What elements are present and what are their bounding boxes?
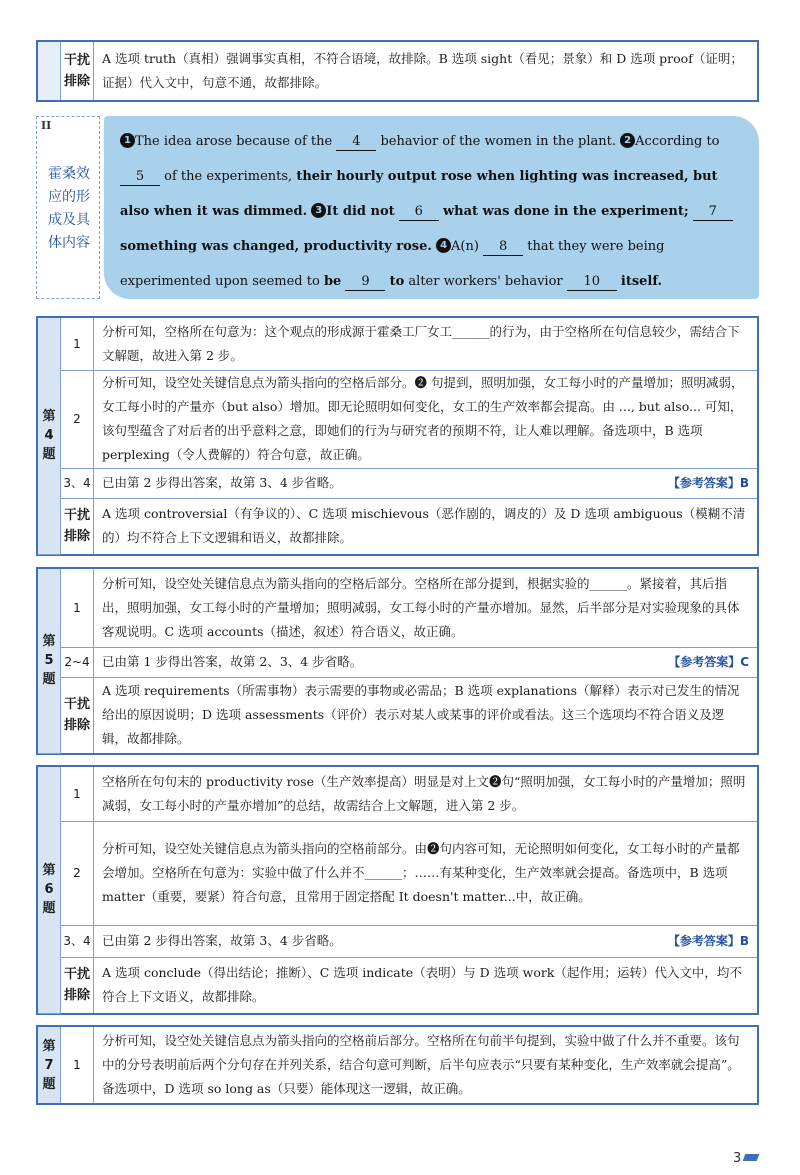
blank-4: 4 bbox=[336, 134, 376, 151]
graduation-cap-icon bbox=[743, 1154, 760, 1161]
question-7-block bbox=[36, 1025, 759, 1105]
section-ii bbox=[36, 116, 759, 299]
s4-bold-1: be bbox=[323, 274, 342, 289]
question-5-label: 第5题 bbox=[38, 569, 61, 753]
question-5-block bbox=[36, 567, 759, 755]
sentence-1-marker: 1 bbox=[120, 133, 135, 148]
passage-text bbox=[120, 124, 745, 299]
distractor-label: 干扰排除 bbox=[61, 677, 94, 753]
step-text: 已由第 2 步得出答案，故第 3、4 步省略。 bbox=[102, 933, 342, 948]
s4-bold-3: itself. bbox=[620, 274, 663, 289]
question-4-label: 第4题 bbox=[38, 318, 61, 554]
page-number-text: 3 bbox=[733, 1151, 742, 1166]
step-text: 分析可知，设空处关键信息点为箭头指向的空格后部分。❷ 句提到，照明加强，女工每小时的产量增加；照明减弱，女工每小时的产量亦（but also）增加。即无论照明如何变化，女工的生产效率都会提高。由 ..., but also... 可知，该句型蕴含了对后者的出乎意料之意，即她们的行为与研究者的预期不符，让人难以理解。备选项中，B 选项 perplexing（令人费解的）符合句意，故正确。 bbox=[94, 370, 758, 468]
reference-answer: 【参考答案】C bbox=[668, 655, 749, 669]
distractor-text: A 选项 controversial（有争议的）、C 选项 mischievous（恶作剧的，调皮的）及 D 选项 ambiguous（模糊不清的）均不符合上下文逻辑和语义，故都排除。 bbox=[94, 498, 758, 554]
distractor-label: 干扰排除 bbox=[61, 42, 94, 100]
step-number: 3、4 bbox=[61, 468, 94, 498]
blank-8: 8 bbox=[483, 239, 523, 256]
s2-part-a: According to bbox=[635, 134, 720, 149]
step-text: 分析可知，设空处关键信息点为箭头指向的空格后部分。空格所在部分提到，根据实验的______。紧接着，其后指出，照明加强，女工每小时的产量增加；照明减弱，女工每小时的产量亦增加。显然，后半部分是对实验现象的具体客观说明。C 选项 accounts（描述，叙述）符合语义，故正确。 bbox=[94, 569, 758, 647]
blank-7: 7 bbox=[693, 204, 733, 221]
distractor-text: A 选项 requirements（所需事物）表示需要的事物或必需品；B 选项 explanations（解释）表示对已发生的情况给出的原因说明；D 选项 assessments（评价）表示对某人或某事的评价或看法。这三个选项均不符合语义及逻辑，故都排除。 bbox=[94, 677, 758, 753]
sentence-2-marker: 2 bbox=[620, 133, 635, 148]
question-6-block bbox=[36, 765, 759, 1015]
s1-part-a: The idea arose because of the bbox=[135, 134, 333, 149]
step-number: 2 bbox=[61, 370, 94, 468]
step-number: 1 bbox=[61, 1027, 94, 1103]
passage-panel bbox=[104, 116, 759, 299]
step-number: 1 bbox=[61, 569, 94, 647]
distractor-label: 干扰排除 bbox=[61, 498, 94, 554]
distractor-text: A 选项 truth（真相）强调事实真相，不符合语境，故排除。B 选项 sight（看见；景象）和 D 选项 proof（证明；证据）代入文中，句意不通，故都排除。 bbox=[94, 42, 758, 100]
distractor-label: 干扰排除 bbox=[61, 957, 94, 1013]
question-4-block bbox=[36, 316, 759, 556]
section-title: 霍桑效应的形成及具体内容 bbox=[48, 166, 90, 251]
question-7-label: 第7题 bbox=[38, 1027, 61, 1103]
step-text: 分析可知，设空处关键信息点为箭头指向的空格前后部分。空格所在句前半句提到，实验中做了什么并不重要。该句中的分号表明前后两个分句存在并列关系，结合句意可判断，后半句应表示“只要有某种变化，生产效率就会提高”。备选项中，D 选项 so long as（只要）能体现这一逻辑，故正确。 bbox=[94, 1027, 758, 1103]
step-number: 1 bbox=[61, 318, 94, 370]
distractor-text: A 选项 conclude（得出结论；推断）、C 选项 indicate（表明）与 D 选项 work（起作用；运转）代入文中，均不符合上下文语义，故都排除。 bbox=[94, 957, 758, 1013]
step-number: 2 bbox=[61, 821, 94, 925]
sentence-4-marker: 4 bbox=[436, 238, 451, 253]
question-6-label: 第6题 bbox=[38, 767, 61, 1013]
s3-bold-2: what was done in the experiment; bbox=[442, 204, 689, 219]
step-number: 2~4 bbox=[61, 647, 94, 677]
step-text: 已由第 2 步得出答案，故第 3、4 步省略。 bbox=[102, 475, 342, 490]
blank-9: 9 bbox=[345, 274, 385, 291]
question-label-cell bbox=[38, 42, 61, 100]
blank-10: 10 bbox=[567, 274, 617, 291]
step-text-row bbox=[94, 925, 758, 957]
s4-part-c: alter workers' behavior bbox=[408, 274, 563, 289]
reference-answer: 【参考答案】B bbox=[667, 934, 749, 948]
step-text-row bbox=[94, 647, 758, 677]
blank-5: 5 bbox=[120, 169, 160, 186]
s4-bold-2: to bbox=[389, 274, 405, 289]
section-ii-label-box bbox=[36, 116, 100, 299]
s3-bold-1: It did not bbox=[326, 204, 395, 219]
page-number bbox=[733, 1151, 758, 1166]
reference-answer: 【参考答案】B bbox=[667, 476, 749, 490]
s3-bold-3: something was changed, productivity rose. bbox=[120, 239, 432, 254]
top-distractor-block bbox=[36, 40, 759, 102]
step-text: 分析可知，设空处关键信息点为箭头指向的空格前部分。由❷句内容可知，无论照明如何变化，女工每小时的产量都会增加。空格所在句意为：实验中做了什么并不______；……有某种变化，生产效率就会提高。备选项中，B 选项 matter（重要，要紧）符合句意，且常用于固定搭配 It doesn't matter...中，故正确。 bbox=[94, 821, 758, 925]
step-text-row bbox=[94, 468, 758, 498]
s4-part-b: that they were being experimented upon seemed to bbox=[120, 239, 665, 289]
s4-part-a: A(n) bbox=[451, 239, 479, 254]
step-text: 分析可知，空格所在句意为：这个观点的形成源于霍桑工厂女工______的行为，由于空格所在句信息较少，需结合下文解题，故进入第 2 步。 bbox=[94, 318, 758, 370]
step-text: 空格所在句句末的 productivity rose（生产效率提高）明显是对上文❷句“照明加强，女工每小时的产量增加；照明减弱，女工每小时的产量亦增加”的总结，故需结合上文解题，进入第 2 步。 bbox=[94, 767, 758, 821]
section-roman-numeral: II bbox=[41, 119, 52, 132]
s2-part-b: of the experiments, bbox=[164, 169, 293, 184]
sentence-3-marker: 3 bbox=[311, 203, 326, 218]
s1-part-b: behavior of the women in the plant. bbox=[380, 134, 617, 149]
step-number: 3、4 bbox=[61, 925, 94, 957]
step-number: 1 bbox=[61, 767, 94, 821]
step-text: 已由第 1 步得出答案，故第 2、3、4 步省略。 bbox=[102, 654, 363, 669]
blank-6: 6 bbox=[399, 204, 439, 221]
s2-bold: their hourly output rose when lighting was increased, but also when it was dimmed. bbox=[120, 169, 718, 219]
